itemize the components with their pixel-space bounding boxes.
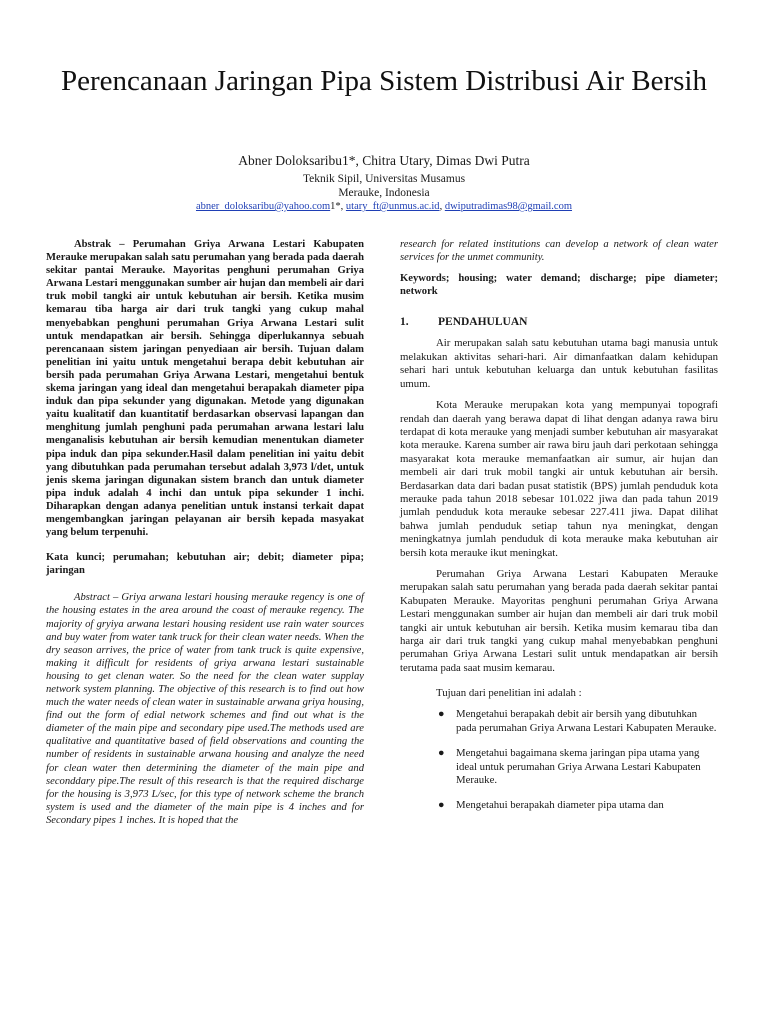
bullet-icon: ● (438, 747, 445, 760)
email-link-1[interactable]: abner_doloksaribu@yahoo.com (195, 201, 331, 212)
list-item-text: Mengetahui berapakah debit air bersih yang dibutuhkan pada perumahan Griya Arwana Lestari Kabupaten Merauke. (456, 708, 717, 734)
right-column (400, 238, 718, 825)
keywords-english: Keywords; housing; water demand; discharge; pipe diameter; network (400, 273, 718, 298)
affiliation-dept: Teknik Sipil, Universitas Musamus (302, 173, 466, 185)
section-title: PENDAHULUAN (438, 316, 528, 329)
paragraph: Kota Merauke merupakan kota yang mempunyai topografi rendah dan daerah yang berawa dapat di lihat dengan adanya rawa biru terdapat di kota merauke yang menjadi sumber kebutuhan air masyarakat kota merauke. Karena sumber air rawa biru jauh dari perkotaan sehingga masyarakat kota merauke memanfaatkan air sumur, air hujan dan membeli air dari truk mobil tangki air untuk kebutuhan air bersih. Berdasarkan data dari badan pusat statistik (BPS) jumlah penduduk kota merauke pada tahun 2018 sebesar 101.022 jiwa dan pada tahun 2019 jumlah penduduk kota merauke sebesar 227.411 jiwa. Dapat dilihat bahwa jumlah penduduk setiap tahun nya meningkat, dengan meningkatnya jumlah penduduk di kota merauke maka kebutuhan air bersih kota merauke ikut meningkat. (400, 399, 718, 559)
tujuan-intro: Tujuan dari penelitian ini adalah : (436, 687, 582, 700)
objectives-list (400, 708, 718, 812)
email-suffix-2: , (439, 201, 443, 212)
section-number: 1. (400, 316, 409, 329)
paragraph: Air merupakan salah satu kebutuhan utama bagi manusia untuk melakukan aktivitas sehari-hari. Air dimanfaatkan dalam kehidupan sehari hari untuk kebutuhan keluarga dan untuk kebutuhan fasilitas umum. (400, 337, 718, 390)
list-item (400, 708, 718, 735)
list-item (400, 747, 718, 787)
list-item-text: Mengetahui berapakah diameter pipa utama dan (456, 799, 664, 812)
paragraph: Perumahan Griya Arwana Lestari Kabupaten Merauke merupakan salah satu perumahan yang berada pada daerah sekitar pantai Kabupaten Merauke. Mayoritas penghuni perumahan Griya Arwana Lestari menggunakan sumber air hujan dan membeli air dari truk mobil tangki air untuk kebutuhan air bersih. Ketika musim kemarau tiba dan harga air dari truk tangki yang cukup mahal menyebabkan penghuni perumahan Griya Arwana Lestari sulit untuk mendapatkan air bersih terutama pada saat musim kemarau. (400, 567, 718, 674)
list-item-text: Mengetahui bagaimana skema jaringan pipa utama yang ideal untuk perumahan Griya Arwana Lestari Kabupaten Merauke. (456, 747, 701, 786)
abstract-indonesian: Abstrak – Perumahan Griya Arwana Lestari Kabupaten Merauke merupakan salah satu perumahan yang berada pada daerah sekitar pantai Merauke. Mayoritas penghuni perumahan Griya Arwana Lestari menggunakan sumber air hujan dan membeli air dari truk mobil tangki air untuk kebutuhan air bersih. Ketika musim kemarau tiba harga air dari truk tangki yang cukup mahal menyebabkan penghuni perumahan Griya Arwana Lestari sulit untuk mendapatkan air bersih. Sehingga diperlukannya sebuah perencanaan sistem jaringan penyediaan air bersih. Tujuan dalam penelitian ini yaitu untuk mengetahui berapa debit kebutuhan air bersih pada perumahan Griya Arwana Lestari, mengetahui bentuk skema jaringan yang ideal dan mengetahui berapakah diameter pipa induk dan pipa sekunder yang digunakan. Metode yang digunakan yaitu kualitatif dan kuantitatif berdasarkan observasi lapangan dan menghitung jumlah penghuni pada perumahan arwana lestari lalu menganalisis kebutuhan air bersih kemudian menentukan diameter pipa induk dan pipa sekunder.Hasil dalam penelitian ini yaitu debit yang dibutuhkan pada perumahan tersebut adalah 3,973 l/det, untuk jenis skema jaringan digunakan sistem branch dan untuk diameter pipa induk adalah 4 inchi dan untuk pipa sekunder 1 inchi. Diharapkan dengan adanya penelitian untuk instansi terkait dapat mengembangkan jaringan pelayanan air bersih kepada masyakat yang belum terpenuhi. (46, 239, 364, 539)
author-list: Abner Doloksaribu1*, Chitra Utary, Dimas Dwi Putra (238, 153, 530, 168)
affiliation-block (40, 172, 728, 214)
email-suffix-1: 1*, (330, 201, 344, 212)
abstract-english: Abstract – Griya arwana lestari housing merauke regency is one of the housing estates in the area around the coast of merauke regency. The majority of gryiya arwana lestari housing resident use rain water sources and buy water from water tank truck for their clean water needs. When the dry season arrives, the price of water from tank truck is quite expensive, making it difficult for residents of griya arwana lestari sustainable housing to get clenan water. So the need for the clean water supplay network system planning. The objective of this research is to find out how much the water needs of clean water in sustainable arwana griya housing, find out the form of edial network schemes and find out what is the diameter of the main pipe and secondary pipe used.The methods used are qualitative and quantitative based of field observations and counting the number of residents in sustainable arwana housing and analyze the need for clean water then determining the diameter of the main pipe and seconddary pipe.The result of this research is that the required discharge for the housing is 3,973 L/sec, for this type of network scheme the branch system is used and the diameter of the main pipe is 4 inches and for Secondary pipes 1 inches. It is hoped that the (46, 592, 364, 826)
section-heading (400, 316, 718, 329)
kata-kunci: Kata kunci; perumahan; kebutuhan air; debit; diameter pipa; jaringan (46, 552, 364, 577)
bullet-icon: ● (438, 799, 445, 812)
abstract-english-continued: research for related institutions can develop a network of clean water services for the unmet community. (400, 239, 718, 264)
bullet-icon: ● (438, 708, 445, 721)
paper-title: Perencanaan Jaringan Pipa Sistem Distribusi Air Bersih (61, 65, 707, 97)
left-column (46, 238, 364, 827)
email-link-3[interactable]: dwiputradimas98@gmail.com (444, 201, 573, 212)
list-item (400, 799, 718, 812)
affiliation-city: Merauke, Indonesia (338, 187, 430, 199)
email-link-2[interactable]: utary_ft@unmus.ac.id (345, 201, 440, 212)
email-line (40, 200, 728, 214)
